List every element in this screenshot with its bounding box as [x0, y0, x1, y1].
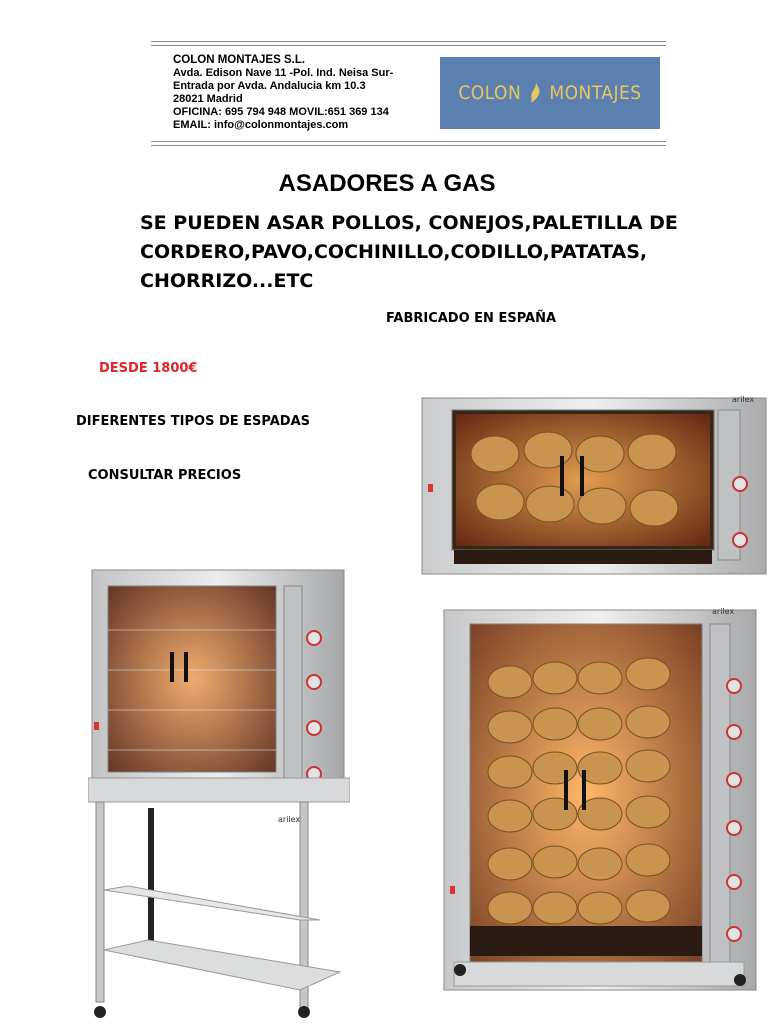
logo-text-right: MONTAJES: [549, 82, 642, 104]
company-logo: [440, 57, 660, 129]
city: 28021 Madrid: [173, 93, 243, 105]
price-from: DESDE 1800€: [99, 361, 198, 376]
rotisserie-image-stand: [88, 560, 350, 1020]
header-rule-bottom: [151, 141, 666, 142]
page-title: ASADORES A GAS: [278, 170, 496, 197]
company-info: [173, 54, 433, 132]
header-rule-bottom-inner: [151, 145, 666, 146]
header-rule-top-inner: [151, 45, 666, 46]
rotisserie-image-tall: [440, 602, 760, 1020]
address-line-2: Entrada por Avda. Andalucia km 10.3: [173, 80, 366, 92]
consult-prices: CONSULTAR PRECIOS: [88, 468, 242, 483]
made-in-spain: FABRICADO EN ESPAÑA: [386, 311, 557, 326]
brand-mark-stand: arilex: [278, 815, 301, 824]
logo-text-left: COLON: [458, 82, 522, 104]
subtitle: SE PUEDEN ASAR POLLOS, CONEJOS,PALETILLA DE CORDERO,PAVO,COCHINILLO,CODILLO,PATATAS, CHORRIZO...ETC: [140, 212, 678, 292]
sword-types: DIFERENTES TIPOS DE ESPADAS: [76, 414, 311, 429]
email: EMAIL: info@colonmontajes.com: [173, 119, 349, 131]
header-rule-top: [151, 41, 666, 42]
address-line-1: Avda. Edison Nave 11 -Pol. Ind. Neisa Sur-: [173, 67, 394, 79]
rotisserie-image-wide: [420, 392, 770, 592]
brand-mark: arilex: [732, 395, 755, 404]
company-name: COLON MONTAJES S.L.: [173, 54, 306, 66]
brand-mark-tall: arilex: [712, 607, 735, 616]
flame-icon: [527, 82, 543, 104]
phones: OFICINA: 695 794 948 MOVIL:651 369 134: [173, 106, 389, 118]
